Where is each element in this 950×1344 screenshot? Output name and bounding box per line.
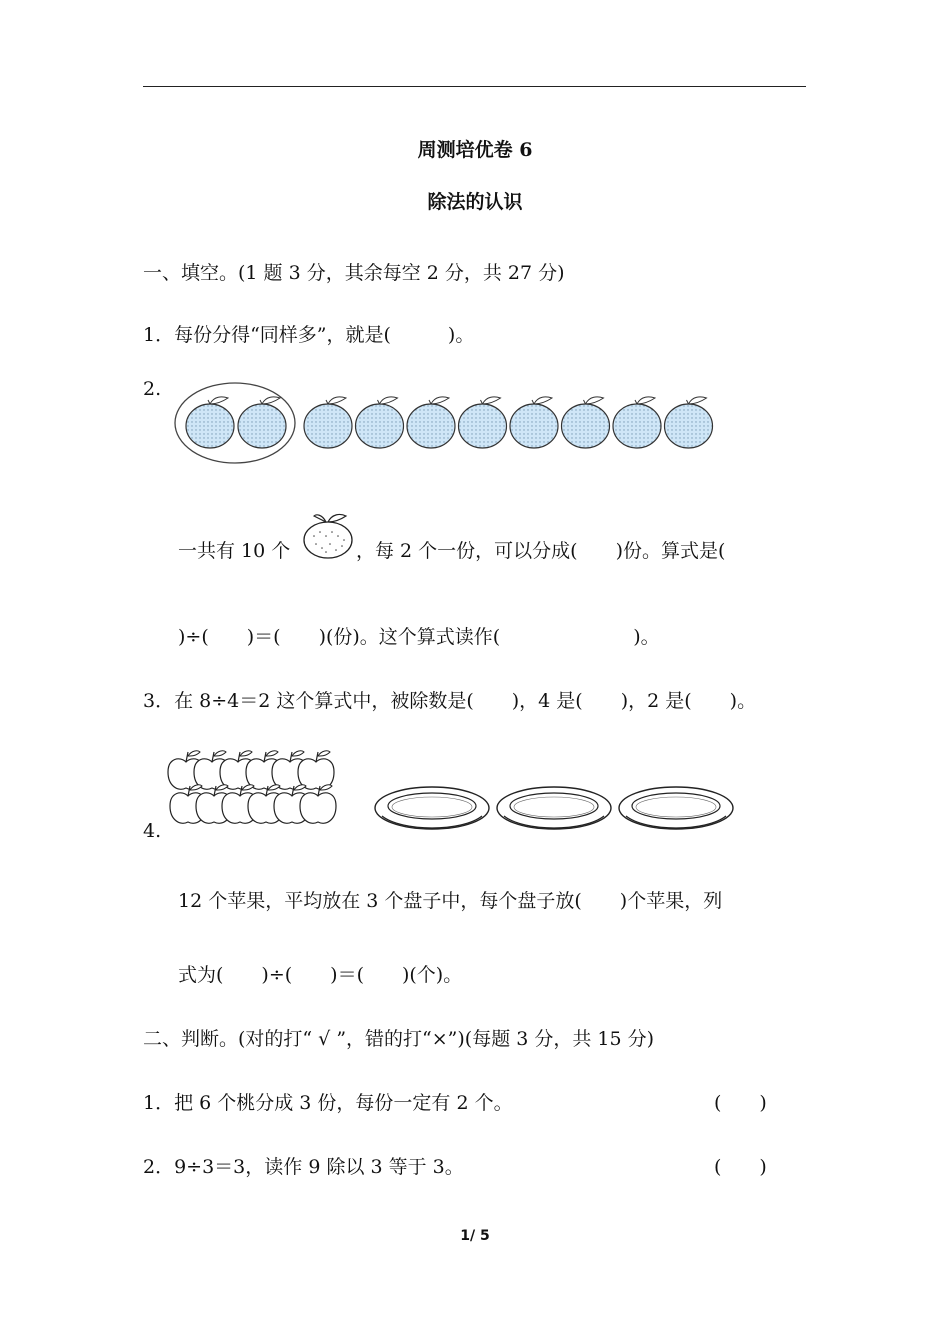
plate-3 bbox=[619, 787, 733, 829]
header-rule bbox=[143, 86, 806, 87]
question-2-2: 2．9÷3＝3，读作 9 除以 3 等于 3。 bbox=[143, 1156, 464, 1178]
orange-5 bbox=[407, 397, 455, 448]
orange-row-figure bbox=[170, 380, 730, 470]
orange-4 bbox=[356, 397, 404, 448]
question-1-4-line1: 12 个苹果，平均放在 3 个盘子中，每个盘子放( )个苹果，列 bbox=[178, 890, 723, 912]
answer-blank-2-1[interactable]: ( ) bbox=[714, 1092, 767, 1114]
question-1-2-number: 2. bbox=[143, 378, 162, 400]
page-subtitle: 除法的认识 bbox=[427, 191, 523, 213]
question-1-4-line2: 式为( )÷( )＝( )(个)。 bbox=[178, 964, 463, 986]
apple-12 bbox=[300, 785, 336, 823]
orange-8 bbox=[562, 397, 610, 448]
orange-10 bbox=[665, 397, 713, 448]
orange-icon bbox=[302, 510, 358, 560]
question-1-2-line1-post: ，每 2 个一份，可以分成( )份。算式是( bbox=[356, 540, 726, 562]
question-1-4-number: 4. bbox=[143, 820, 162, 842]
apples-figure bbox=[166, 748, 356, 832]
plates-figure bbox=[372, 780, 738, 838]
orange-3 bbox=[304, 397, 352, 448]
apple-6 bbox=[298, 751, 334, 789]
page-number: 1/ 5 bbox=[460, 1228, 490, 1244]
orange-6 bbox=[459, 397, 507, 448]
question-2-1: 1．把 6 个桃分成 3 份，每份一定有 2 个。 bbox=[143, 1092, 513, 1114]
orange-7 bbox=[510, 397, 558, 448]
orange-2 bbox=[238, 397, 286, 448]
plate-2 bbox=[497, 787, 611, 829]
orange-1 bbox=[186, 397, 234, 448]
page-title: 周测培优卷 6 bbox=[417, 139, 533, 161]
question-1-2-line1-pre: 一共有 10 个 bbox=[178, 540, 291, 562]
question-1-2-line2: )÷( )＝( )(份)。这个算式读作( )。 bbox=[178, 626, 660, 648]
section2-heading: 二、判断。(对的打“ √ ”，错的打“×”)(每题 3 分，共 15 分) bbox=[143, 1028, 655, 1050]
question-1-1: 1．每份分得“同样多”，就是( )。 bbox=[143, 324, 475, 346]
section1-heading: 一、填空。(1 题 3 分，其余每空 2 分，共 27 分) bbox=[143, 262, 565, 284]
answer-blank-2-2[interactable]: ( ) bbox=[714, 1156, 767, 1178]
orange-9 bbox=[613, 397, 661, 448]
plate-1 bbox=[375, 787, 489, 829]
question-1-3: 3．在 8÷4＝2 这个算式中，被除数是( )，4 是( )，2 是( )。 bbox=[143, 690, 757, 712]
